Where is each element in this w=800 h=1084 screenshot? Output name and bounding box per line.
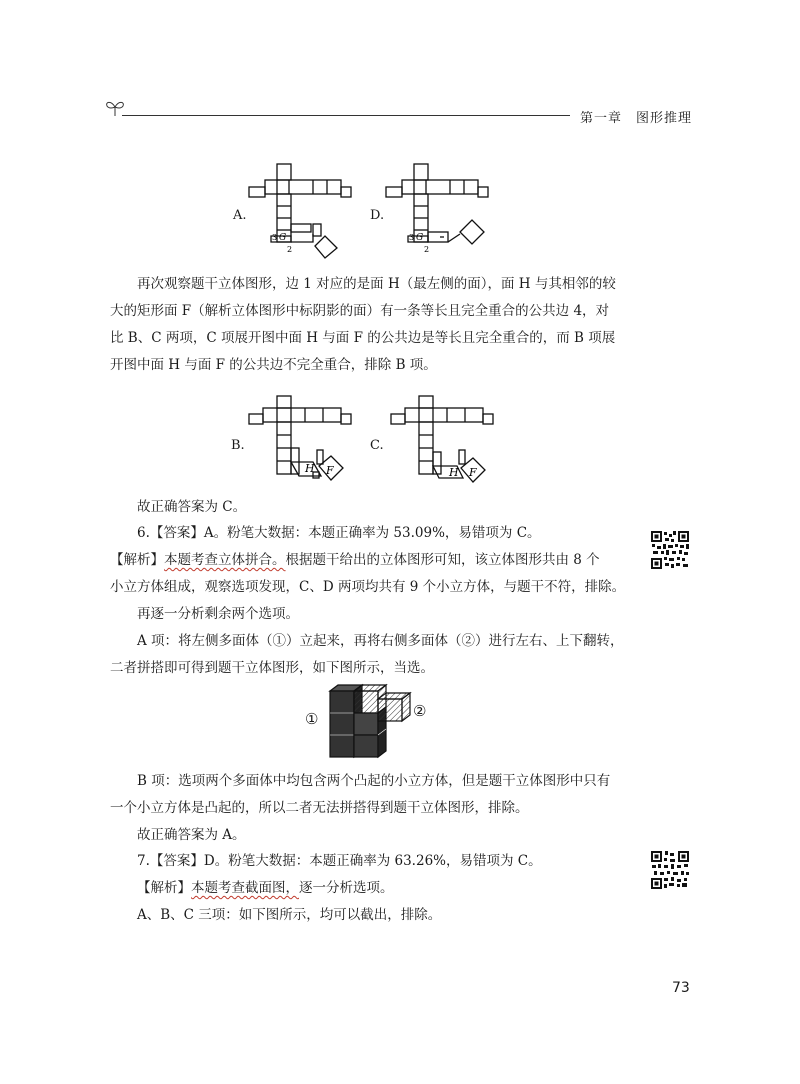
q6-line3: 再逐一分析剩余两个选项。 [137,606,299,622]
mark-2: 2 [424,245,430,254]
q6-answer-line [137,520,541,547]
mark-3: 3 [272,233,278,242]
q6-analysis-rest: 根据题干给出的立体图形可知，该立体图形共由 8 个 [285,552,600,568]
net-figure-d [380,158,490,258]
q7-analysis-line1 [137,875,394,902]
page-number: 73 [672,980,690,996]
mark-2: 2 [287,245,293,254]
q6-line6: B 项：选项两个多面体中均包含两个凸起的小立方体，但是题干立体图形中只有 [137,773,611,789]
qr-code-icon[interactable] [650,530,690,570]
para1-line3: 比 B、C 两项，C 项展开图中面 H 与面 F 的公共边是等长且完全重合的，而 B 项展 [110,330,616,346]
mark-h: H [305,462,315,475]
q5-conclusion: 故正确答案为 C。 [137,499,247,515]
mark-f: F [469,466,477,479]
q6-line7: 一个小立方体是凸起的，所以二者无法拼搭得到题干立体图形，排除。 [110,800,529,816]
q6-answer-text: A。粉笔大数据：本题正确率为 53.09%，易错项为 C。 [203,525,541,541]
q6-analysis-tag: 【解析】 [110,552,164,568]
option-b-label: B. [231,438,245,453]
chapter-number: 第一章 [580,111,623,126]
cube-assembly-figure [320,683,415,763]
para1-line4: 开图中面 H 与面 F 的公共边不完全重合，排除 B 项。 [110,357,437,373]
para1-line2: 大的矩形面 F（解析立体图形中标阴影的面）有一条等长且完全重合的公共边 4，对 [110,303,610,319]
net-figure-c [385,392,495,492]
chapter-header [580,107,692,126]
option-a-label: A. [233,208,247,223]
net-figure-b [243,392,353,492]
chapter-title: 图形推理 [636,111,693,126]
q6-analysis-line2: 小立方体组成，观察选项发现，C、D 两项均共有 9 个小立方体，与题干不符，排除。 [110,579,626,595]
q6-answer-prefix: 6.【答案】 [137,525,204,541]
mark-g: G [279,233,287,243]
mark-h: H [449,466,459,479]
mark-g: G [416,233,424,243]
q6-conclusion: 故正确答案为 A。 [137,827,246,843]
para1-line1: 再次观察题干立体图形，边 1 对应的是面 H（最左侧的面），面 H 与其相邻的较 [137,276,616,292]
q7-answer-text: D。粉笔大数据：本题正确率为 63.26%，易错项为 C。 [203,853,542,869]
cube-label-2: ② [413,702,427,720]
option-c-label: C. [370,438,384,453]
header-rule [122,115,570,116]
net-figure-a [243,158,353,258]
q7-answer-prefix: 7.【答案】 [137,853,204,869]
q7-analysis-rest: 逐一分析选项。 [299,880,394,896]
cube-label-1: ① [305,710,319,728]
mark-f: F [326,464,334,477]
q7-answer-line [137,848,542,875]
q6-line5: 二者拼搭即可得到题干立体图形，如下图所示，当选。 [110,660,434,676]
mark-3: 3 [409,233,415,242]
qr-code-icon[interactable] [650,850,690,890]
q6-analysis-keyword: 本题考查立体拼合。 [164,552,286,568]
q6-line4: A 项：将左侧多面体（①）立起来，再将右侧多面体（②）进行左右、上下翻转， [137,633,624,649]
option-d-label: D. [370,208,385,223]
q6-analysis-line1 [110,547,600,574]
q7-line3: A、B、C 三项：如下图所示，均可以截出，排除。 [137,907,442,923]
q7-analysis-keyword: 本题考查截面图， [191,880,299,896]
q7-analysis-tag: 【解析】 [137,880,191,896]
